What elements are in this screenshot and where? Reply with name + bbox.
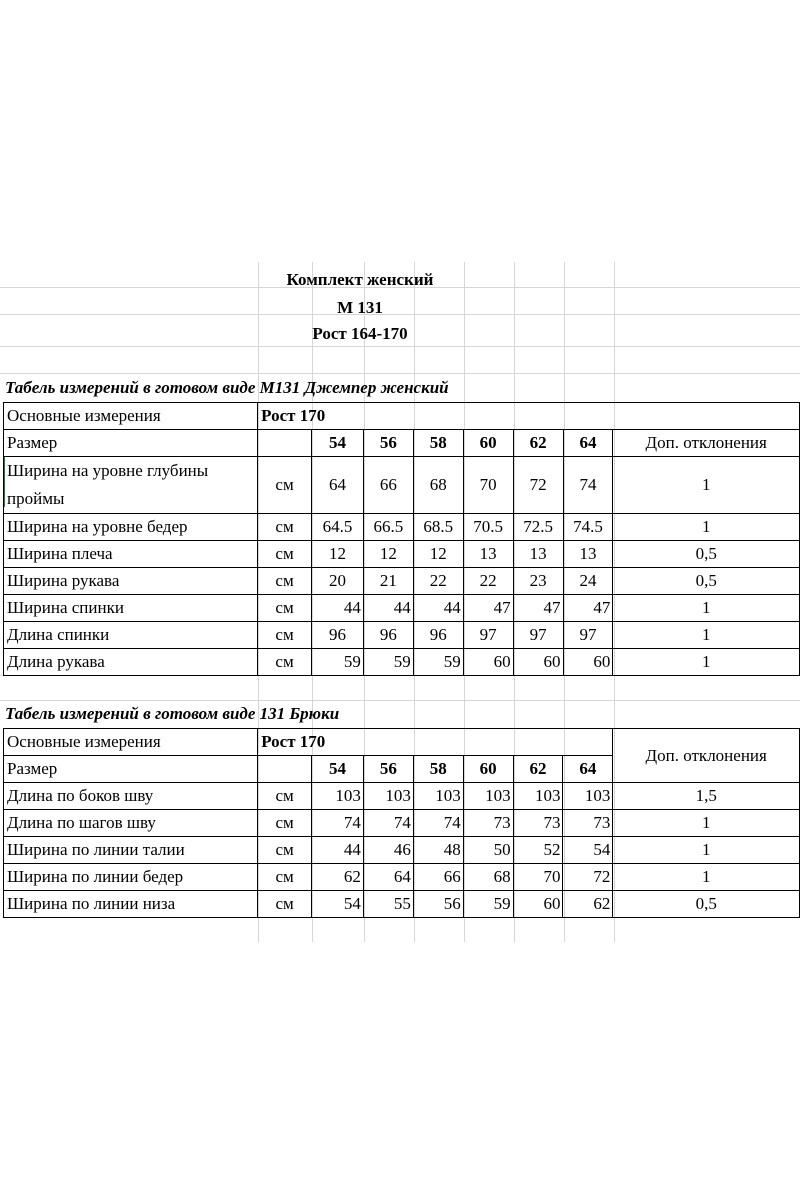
value-cell: 13 bbox=[563, 541, 613, 568]
value-cell: 68 bbox=[413, 457, 463, 514]
table-row bbox=[4, 864, 800, 891]
value-cell: 62 bbox=[312, 864, 364, 891]
tolerance-cell: 1 bbox=[613, 837, 800, 864]
size-label: Размер bbox=[4, 756, 258, 783]
value-cell: 103 bbox=[513, 783, 563, 810]
value-cell: 60 bbox=[463, 649, 513, 676]
value-cell: 44 bbox=[312, 595, 364, 622]
size-header: 64 bbox=[563, 756, 613, 783]
value-cell: 60 bbox=[563, 649, 613, 676]
value-cell: 21 bbox=[363, 568, 413, 595]
size-header: 54 bbox=[312, 430, 364, 457]
value-cell: 73 bbox=[563, 810, 613, 837]
tolerance-header: Доп. отклонения bbox=[613, 729, 800, 783]
table-row bbox=[4, 430, 800, 457]
value-cell: 72.5 bbox=[513, 514, 563, 541]
value-cell: 96 bbox=[363, 622, 413, 649]
measure-name: Ширина по линии талии bbox=[4, 837, 258, 864]
table-row bbox=[4, 514, 800, 541]
value-cell: 103 bbox=[363, 783, 413, 810]
unit-cell: см bbox=[258, 622, 312, 649]
value-cell: 96 bbox=[413, 622, 463, 649]
table-row bbox=[4, 810, 800, 837]
unit-cell: см bbox=[258, 541, 312, 568]
value-cell: 46 bbox=[363, 837, 413, 864]
value-cell: 12 bbox=[413, 541, 463, 568]
unit-cell: см bbox=[258, 837, 312, 864]
value-cell: 103 bbox=[463, 783, 513, 810]
value-cell: 24 bbox=[563, 568, 613, 595]
tolerance-cell: 1 bbox=[613, 514, 800, 541]
value-cell: 74 bbox=[363, 810, 413, 837]
tolerance-cell: 1 bbox=[613, 622, 800, 649]
value-cell: 48 bbox=[413, 837, 463, 864]
table-row bbox=[4, 457, 800, 514]
tolerance-cell: 0,5 bbox=[613, 568, 800, 595]
value-cell: 66 bbox=[363, 457, 413, 514]
tolerance-cell: 0,5 bbox=[613, 891, 800, 918]
value-cell: 74 bbox=[563, 457, 613, 514]
value-cell: 68 bbox=[463, 864, 513, 891]
table2-caption: Табель измерений в готовом виде 131 Брюки bbox=[5, 704, 340, 723]
value-cell: 64 bbox=[363, 864, 413, 891]
size-header: 60 bbox=[463, 430, 513, 457]
main-measurements-label: Основные измерения bbox=[4, 403, 258, 430]
measure-name: Ширина по линии бедер bbox=[4, 864, 258, 891]
table-row bbox=[4, 403, 800, 430]
tolerance-cell: 0,5 bbox=[613, 541, 800, 568]
value-cell: 74 bbox=[413, 810, 463, 837]
value-cell: 13 bbox=[513, 541, 563, 568]
size-header: 60 bbox=[463, 756, 513, 783]
value-cell: 44 bbox=[413, 595, 463, 622]
unit-cell: см bbox=[258, 649, 312, 676]
value-cell: 44 bbox=[312, 837, 364, 864]
table-row bbox=[4, 891, 800, 918]
value-cell: 12 bbox=[312, 541, 364, 568]
jumper-measurements-table bbox=[3, 402, 800, 676]
trousers-measurements-table bbox=[3, 728, 800, 918]
table-row bbox=[4, 568, 800, 595]
value-cell: 22 bbox=[413, 568, 463, 595]
value-cell: 103 bbox=[312, 783, 364, 810]
value-cell: 59 bbox=[363, 649, 413, 676]
size-header: 64 bbox=[563, 430, 613, 457]
height-label: Рост 170 bbox=[258, 729, 613, 756]
measure-name: Длина по боков шву bbox=[4, 783, 258, 810]
value-cell: 47 bbox=[513, 595, 563, 622]
value-cell: 60 bbox=[513, 649, 563, 676]
value-cell: 60 bbox=[513, 891, 563, 918]
measure-name: Ширина на уровне бедер bbox=[4, 514, 258, 541]
unit-cell: см bbox=[258, 810, 312, 837]
main-measurements-label: Основные измерения bbox=[4, 729, 258, 756]
gridline bbox=[0, 700, 800, 701]
value-cell: 74.5 bbox=[563, 514, 613, 541]
value-cell: 59 bbox=[413, 649, 463, 676]
value-cell: 66 bbox=[413, 864, 463, 891]
value-cell: 97 bbox=[463, 622, 513, 649]
size-header: 62 bbox=[513, 430, 563, 457]
value-cell: 52 bbox=[513, 837, 563, 864]
spreadsheet bbox=[0, 262, 800, 942]
value-cell: 66.5 bbox=[363, 514, 413, 541]
measure-name: Ширина по линии низа bbox=[4, 891, 258, 918]
size-header: 56 bbox=[363, 756, 413, 783]
value-cell: 97 bbox=[513, 622, 563, 649]
size-header: 58 bbox=[413, 430, 463, 457]
size-header: 56 bbox=[363, 430, 413, 457]
gridline bbox=[0, 373, 800, 374]
value-cell: 13 bbox=[463, 541, 513, 568]
height-label: Рост 170 bbox=[258, 403, 800, 430]
table-cell bbox=[258, 756, 312, 783]
value-cell: 47 bbox=[563, 595, 613, 622]
measure-name: Длина спинки bbox=[4, 622, 258, 649]
value-cell: 70 bbox=[513, 864, 563, 891]
unit-cell: см bbox=[258, 891, 312, 918]
table-row bbox=[4, 783, 800, 810]
table-row bbox=[4, 622, 800, 649]
value-cell: 73 bbox=[463, 810, 513, 837]
value-cell: 72 bbox=[513, 457, 563, 514]
table-cell bbox=[258, 430, 312, 457]
gridline bbox=[0, 346, 800, 347]
tolerance-cell: 1 bbox=[613, 649, 800, 676]
value-cell: 59 bbox=[463, 891, 513, 918]
height-range: Рост 164-170 bbox=[312, 324, 408, 343]
size-header: 58 bbox=[413, 756, 463, 783]
measure-name: Ширина спинки bbox=[4, 595, 258, 622]
value-cell: 64 bbox=[312, 457, 364, 514]
value-cell: 72 bbox=[563, 864, 613, 891]
value-cell: 103 bbox=[563, 783, 613, 810]
value-cell: 96 bbox=[312, 622, 364, 649]
table-row bbox=[4, 729, 800, 756]
size-header: 62 bbox=[513, 756, 563, 783]
value-cell: 62 bbox=[563, 891, 613, 918]
table1-caption: Табель измерений в готовом виде М131 Джемпер женский bbox=[5, 378, 449, 397]
value-cell: 20 bbox=[312, 568, 364, 595]
unit-cell: см bbox=[258, 864, 312, 891]
measure-name: Ширина плеча bbox=[4, 541, 258, 568]
unit-cell: см bbox=[258, 514, 312, 541]
tolerance-cell: 1 bbox=[613, 457, 800, 514]
value-cell: 68.5 bbox=[413, 514, 463, 541]
measure-name: Ширина рукава bbox=[4, 568, 258, 595]
value-cell: 59 bbox=[312, 649, 364, 676]
value-cell: 22 bbox=[463, 568, 513, 595]
value-cell: 55 bbox=[363, 891, 413, 918]
table-row bbox=[4, 595, 800, 622]
value-cell: 70 bbox=[463, 457, 513, 514]
table-row bbox=[4, 649, 800, 676]
unit-cell: см bbox=[258, 595, 312, 622]
value-cell: 44 bbox=[363, 595, 413, 622]
table-row bbox=[4, 541, 800, 568]
table-row bbox=[4, 837, 800, 864]
measure-name: Длина рукава bbox=[4, 649, 258, 676]
size-label: Размер bbox=[4, 430, 258, 457]
value-cell: 47 bbox=[463, 595, 513, 622]
value-cell: 70.5 bbox=[463, 514, 513, 541]
value-cell: 103 bbox=[413, 783, 463, 810]
value-cell: 12 bbox=[363, 541, 413, 568]
tolerance-cell: 1,5 bbox=[613, 783, 800, 810]
tolerance-header: Доп. отклонения bbox=[613, 430, 800, 457]
value-cell: 23 bbox=[513, 568, 563, 595]
document-title: Комплект женский bbox=[286, 270, 434, 289]
unit-cell: см bbox=[258, 783, 312, 810]
value-cell: 54 bbox=[563, 837, 613, 864]
unit-cell: см bbox=[258, 457, 312, 514]
unit-cell: см bbox=[258, 568, 312, 595]
value-cell: 54 bbox=[312, 891, 364, 918]
tolerance-cell: 1 bbox=[613, 595, 800, 622]
value-cell: 97 bbox=[563, 622, 613, 649]
model-code: М 131 bbox=[337, 298, 383, 317]
value-cell: 73 bbox=[513, 810, 563, 837]
measure-name: Ширина на уровне глубины проймы bbox=[4, 457, 258, 514]
value-cell: 74 bbox=[312, 810, 364, 837]
measure-name: Длина по шагов шву bbox=[4, 810, 258, 837]
tolerance-cell: 1 bbox=[613, 810, 800, 837]
tolerance-cell: 1 bbox=[613, 864, 800, 891]
value-cell: 50 bbox=[463, 837, 513, 864]
size-header: 54 bbox=[312, 756, 364, 783]
value-cell: 64.5 bbox=[312, 514, 364, 541]
value-cell: 56 bbox=[413, 891, 463, 918]
